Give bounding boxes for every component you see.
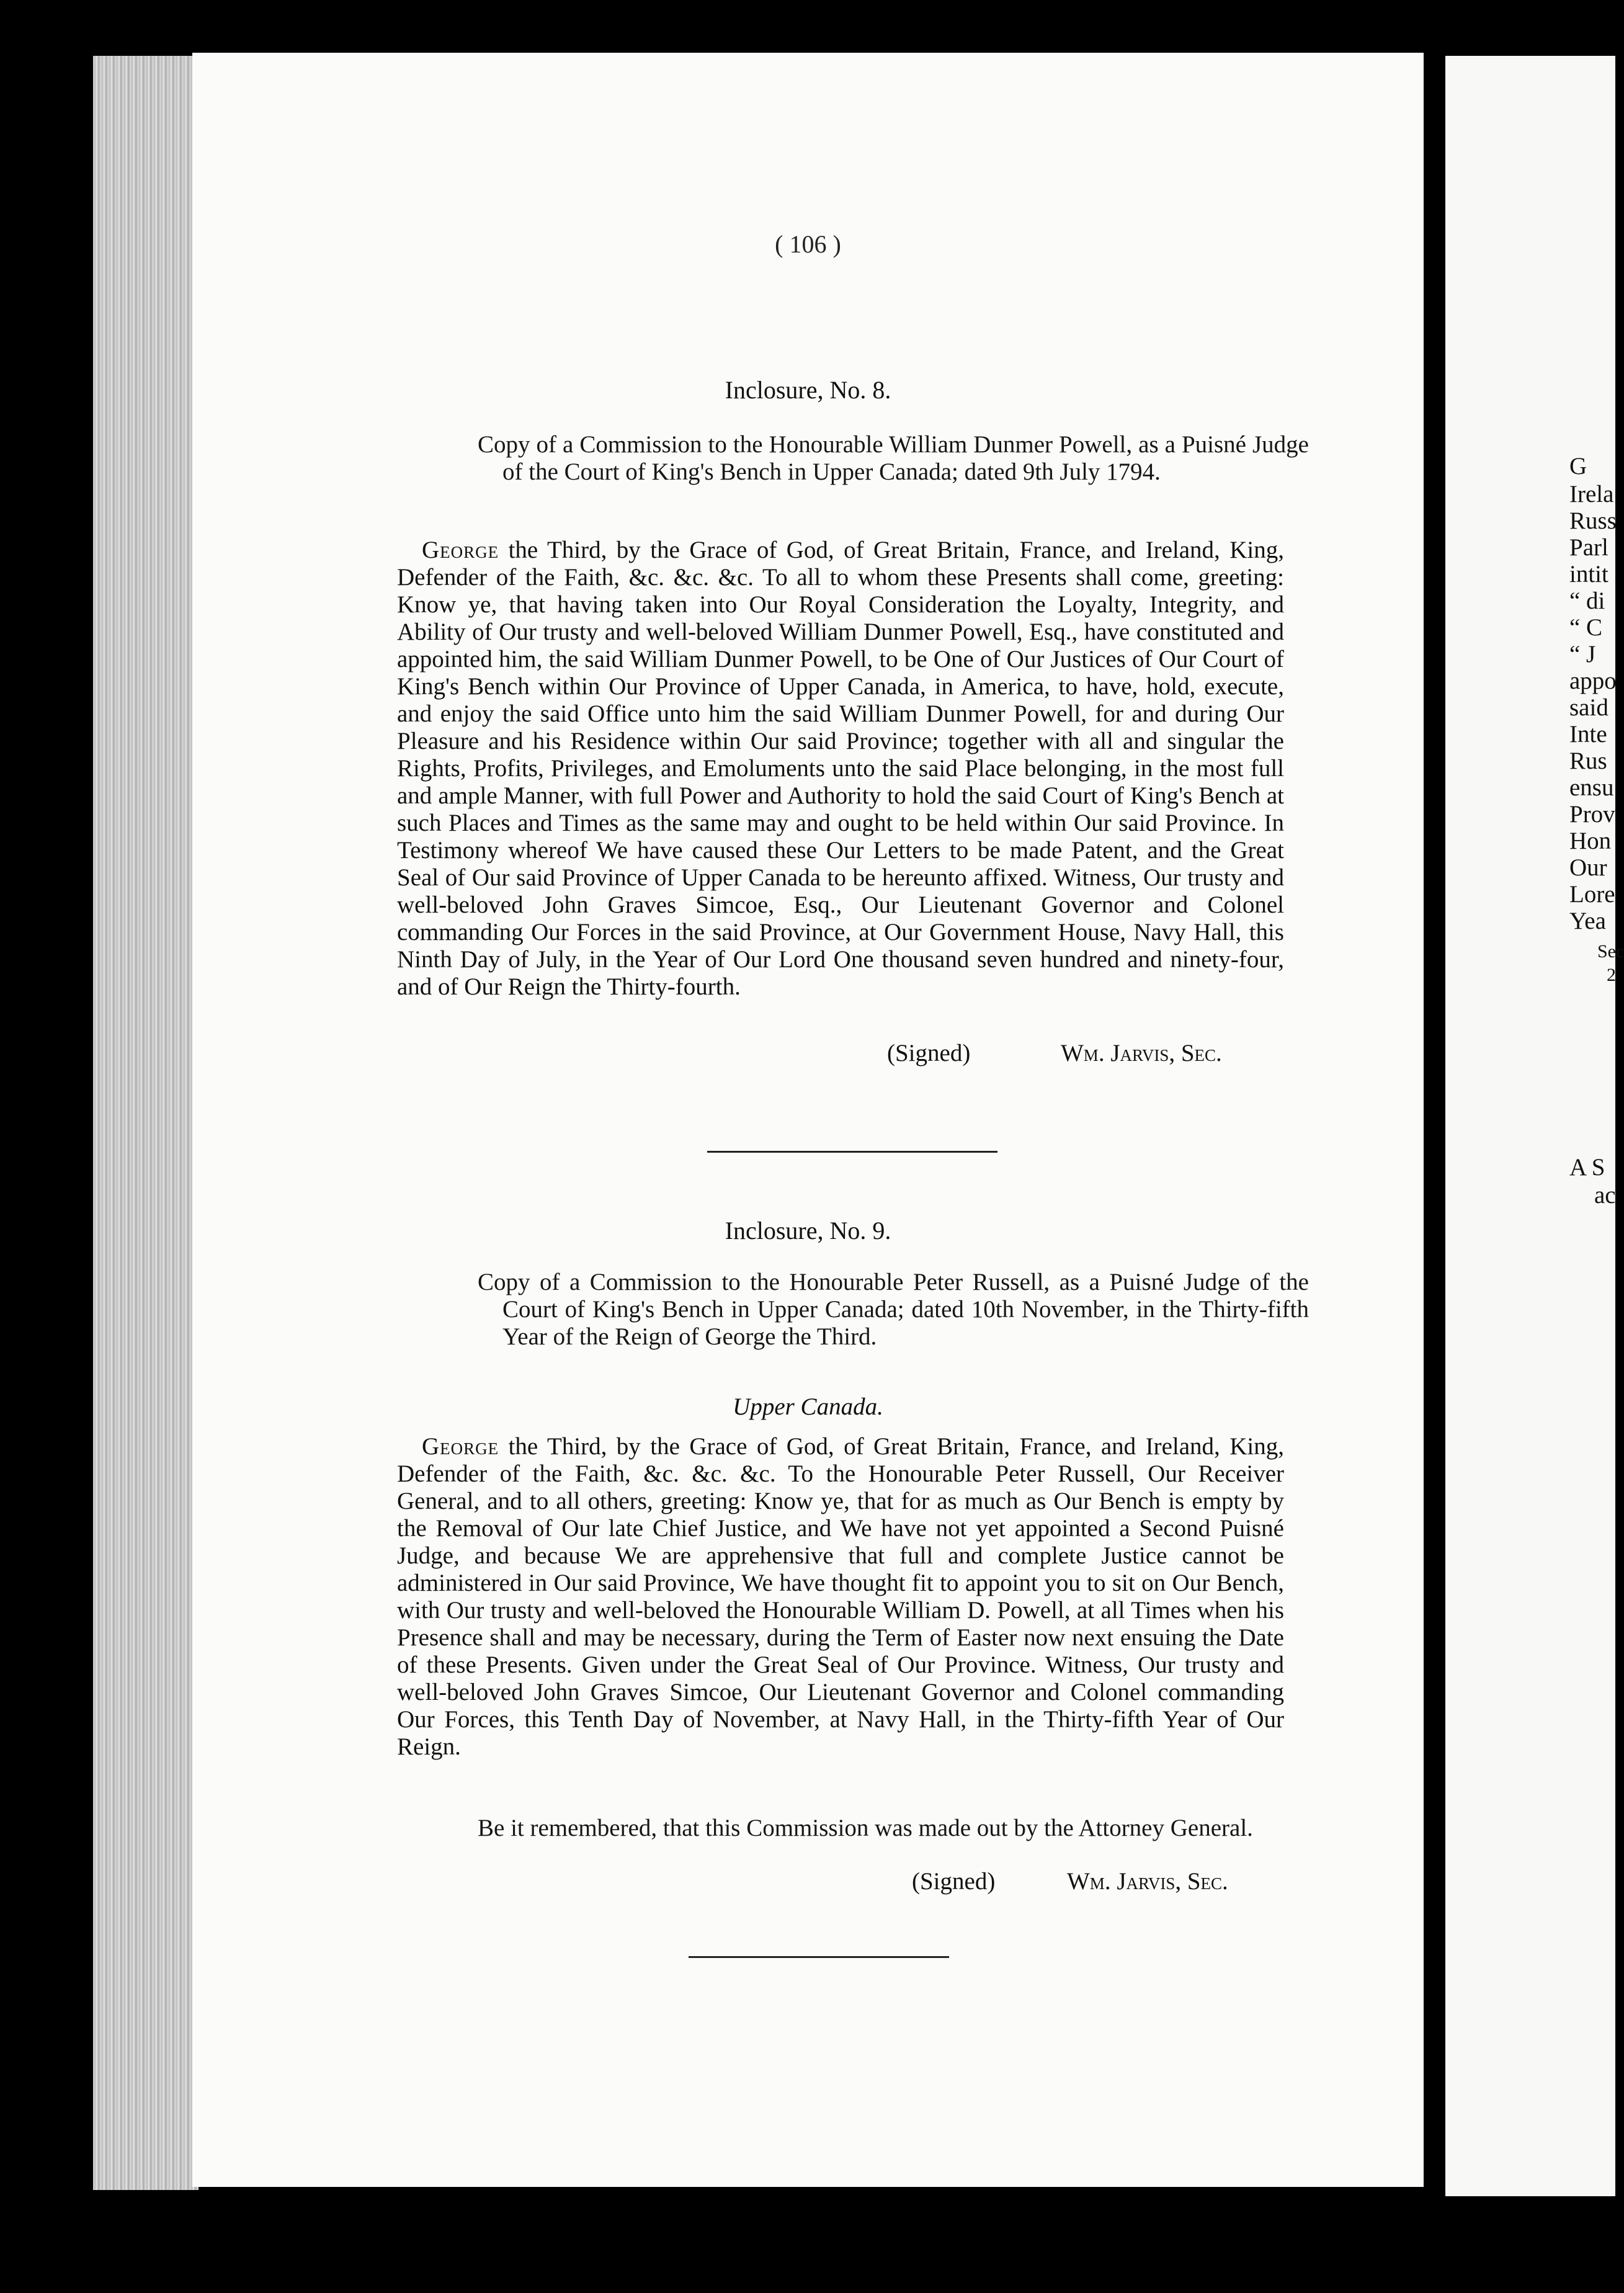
- facing-fragment: Lore: [1569, 881, 1615, 908]
- facing-fragment: Rus: [1569, 748, 1607, 774]
- facing-fragment: Inte: [1569, 721, 1607, 748]
- inclosure-9-note: Be it remembered, that this Commission was made out by the Attorney General.: [478, 1815, 1253, 1841]
- inclosure-8-caption: Copy of a Commission to the Honourable William Dunmer Powell, as a Puisné Judge of the Court of King's Bench in Upper Canada; dated 9th July 1794.: [478, 431, 1309, 485]
- document-page: [192, 53, 1424, 2187]
- facing-fragment: “ C: [1569, 614, 1603, 641]
- inclosure-8-signer-name: Wm. Jarvis, Sec.: [1061, 1040, 1222, 1066]
- facing-fragment: said: [1569, 694, 1608, 721]
- inclosure-8-body-first-word: George: [422, 537, 499, 563]
- inclosure-9-signed-label: (Signed): [912, 1868, 996, 1895]
- inclosure-9-signer-name: Wm. Jarvis, Sec.: [1067, 1868, 1228, 1895]
- inclosure-8-signed-label: (Signed): [887, 1040, 971, 1066]
- facing-fragment: A S: [1569, 1154, 1605, 1181]
- facing-fragment: intit: [1569, 561, 1608, 588]
- inclosure-8-heading: Inclosure, No. 8.: [725, 376, 891, 404]
- inclosure-9-body-text: the Third, by the Grace of God, of Great Britain, France, and Ireland, King, Defender of the Faith, &c. &c. &c. To the Honourable Peter Russell, Our Receiver General, and to all others, greeting: Know ye, that for as much as Our Bench is empty by the Removal of Our late Chief Justice, and We have not yet appointed a Second Puisné Judge, and because We are apprehensive that full and complete Justice cannot be administered in Our said Province, We have thought fit to appoint you to sit on Our Bench, with Our trusty and well-beloved the Honourable William D. Powell, at all Times when his Presence shall and may be necessary, during the Term of Easter now next ensuing the Date of these Presents. Given under the Great Seal of Our Province. Witness, Our trusty and well-beloved John Graves Simcoe, Our Lieutenant Governor and Colonel commanding Our Forces, this Tenth Day of November, at Navy Hall, in the Thirty-fifth Year of Our Reign.: [397, 1433, 1284, 1760]
- facing-fragment: Russ: [1569, 507, 1617, 534]
- inclosure-8-signer: [1061, 1039, 1222, 1067]
- facing-fragment: G: [1569, 453, 1587, 480]
- inclosure-9-caption: Copy of a Commission to the Honourable Peter Russell, as a Puisné Judge of the Court of King's Bench in Upper Canada; dated 10th November, in the Thirty-fifth Year of the Reign of George the Third.: [478, 1269, 1309, 1350]
- facing-fragment: ac: [1594, 1182, 1616, 1209]
- facing-fragment: 2: [1607, 965, 1616, 985]
- inclosure-9-heading: Inclosure, No. 9.: [725, 1217, 891, 1245]
- book-gutter: [1424, 53, 1445, 2190]
- facing-fragment: Sec: [1597, 941, 1624, 962]
- facing-fragment: “ J: [1569, 641, 1596, 668]
- end-divider: [689, 1956, 949, 1958]
- inclosure-9-body: [397, 1433, 1284, 1761]
- page-number: ( 106 ): [775, 230, 841, 258]
- facing-fragment: Prov: [1569, 801, 1615, 828]
- facing-fragment: Hon: [1569, 828, 1612, 854]
- inclosure-9-body-first-word: George: [422, 1433, 499, 1460]
- facing-fragment: ensu: [1569, 774, 1614, 801]
- inclosure-9-subheading: Upper Canada.: [733, 1393, 883, 1420]
- facing-fragment: appo: [1569, 668, 1617, 694]
- facing-fragment: Yea: [1569, 908, 1606, 934]
- facing-fragment: Our: [1569, 854, 1607, 881]
- facing-fragment: Irela: [1569, 481, 1614, 507]
- section-divider: [707, 1151, 997, 1153]
- facing-fragment: “ di: [1569, 588, 1605, 614]
- book-page-edges: [93, 56, 199, 2190]
- inclosure-9-signer: [1067, 1867, 1228, 1895]
- facing-fragment: Parl: [1569, 534, 1608, 561]
- facing-page: [1445, 56, 1624, 2196]
- inclosure-8-body-text: the Third, by the Grace of God, of Great Britain, France, and Ireland, King, Defender of the Faith, &c. &c. &c. To all to whom these Presents shall come, greeting: Know ye, that having taken into Our Royal Consideration the Loyalty, Integrity, and Ability of Our trusty and well-beloved William Dunmer Powell, Esq., have constituted and appointed him, the said William Dunmer Powell, to be One of Our Justices of Our Court of King's Bench within Our Province of Upper Canada, in America, to have, hold, execute, and enjoy the said Office unto him the said William Dunmer Powell, for and during Our Pleasure and his Residence within Our said Province; together with all and singular the Rights, Profits, Privileges, and Emoluments unto the said Place belonging, in the most full and ample Manner, with full Power and Authority to hold the said Court of King's Bench at such Places and Times as the same may and ought to be held within Our said Province. In Testimony whereof We have caused these Our Letters to be made Patent, and the Great Seal of Our said Province of Upper Canada to be hereunto affixed. Witness, Our trusty and well-beloved John Graves Simcoe, Esq., Our Lieutenant Governor and Colonel commanding Our Forces in the said Province, at Our Government House, Navy Hall, this Ninth Day of July, in the Year of Our Lord One thousand seven hundred and ninety-four, and of Our Reign the Thirty-fourth.: [397, 537, 1284, 1000]
- inclosure-8-body: [397, 537, 1284, 1001]
